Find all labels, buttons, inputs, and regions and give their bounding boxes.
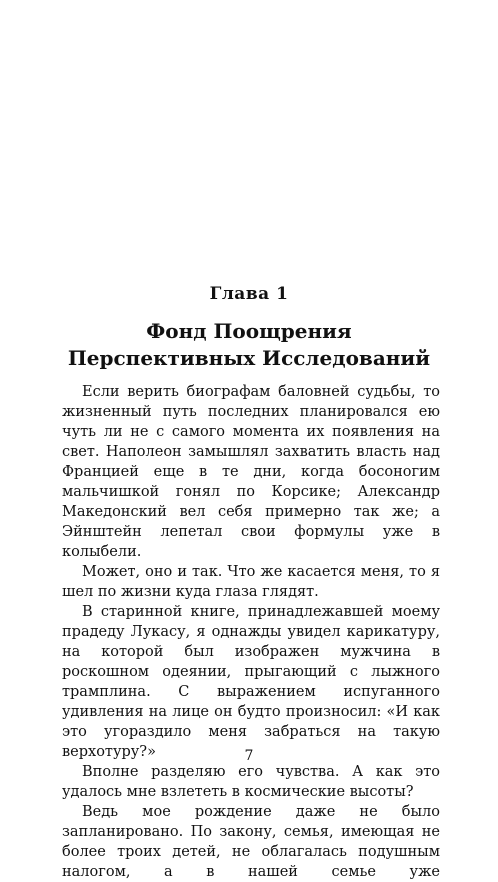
page-number: 7: [244, 748, 254, 764]
paragraph: Может, оно и так. Что же касается меня, то я шел по жизни куда глаза глядят.: [62, 564, 440, 600]
body-text: [62, 382, 440, 882]
chapter-label: Глава 1: [209, 284, 289, 304]
paragraph: Вполне разделяю его чувства. А как это удалось мне взлететь в космические высоты?: [62, 764, 440, 800]
paragraph: В старинной книге, принадлежавшей моему прадеду Лукасу, я однажды увидел карикатуру, на которой был изображен мужчина в роскошном одеянии, прыгающий с лыжного трамплина. С выражением испуганного удивления на лице он будто произносил: «И как это угораздило меня забраться на такую верхотуру?»: [62, 604, 440, 760]
chapter-title-line-2: Перспективных Исследований: [67, 346, 431, 370]
paragraph: Ведь мое рождение даже не было запланировано. По закону, семья, имеющая не более троих детей, не облагалась подушным налогом, а в нашей семье уже: [62, 804, 440, 880]
paragraph: Если верить биографам баловней судьбы, то жизненный путь последних планировался ею чуть ли не с самого момента их появления на свет. Наполеон замышлял захватить власть над Францией еще в те дни, когда босоногим мальчишкой гонял по Корсике; Александр Македонский вел себя примерно так же; а Эйнштейн лепетал свои формулы уже в колыбели.: [62, 384, 440, 560]
chapter-title-line-1: Фонд Поощрения: [146, 319, 352, 343]
chapter-title: [0, 318, 498, 372]
